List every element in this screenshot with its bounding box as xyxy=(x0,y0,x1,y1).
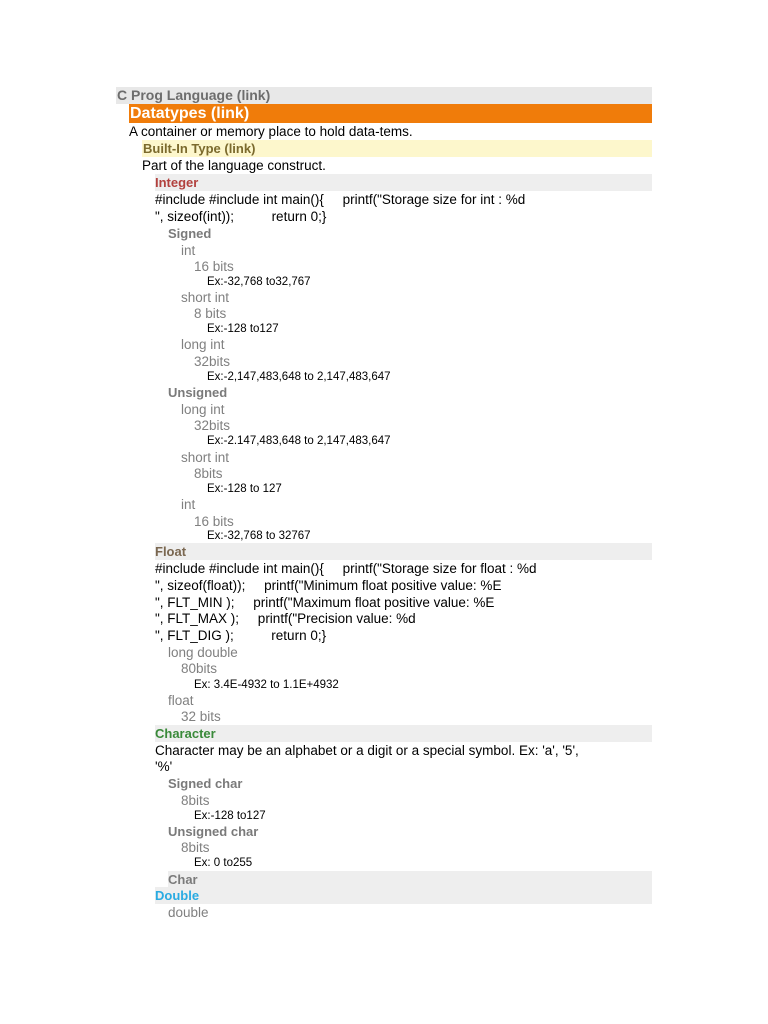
character-description-line-2: '%' xyxy=(155,759,173,774)
integer-heading: Integer xyxy=(155,174,652,191)
float-code-line-4: ", FLT_MAX ); printf("Precision value: %d xyxy=(155,611,416,626)
unsigned-long-bits: 32bits xyxy=(194,418,231,433)
signed-char-bits: 8bits xyxy=(181,793,210,808)
float-code-line-5: ", FLT_DIG ); return 0;} xyxy=(155,628,327,643)
float-code-line-3: ", FLT_MIN ); printf("Maximum float positive value: %E xyxy=(155,595,495,610)
datatypes-description: A container or memory place to hold data-tems. xyxy=(129,124,413,139)
double-type-label: double xyxy=(168,905,209,920)
signed-short-range: Ex:-128 to127 xyxy=(207,323,279,335)
unsigned-long-range: Ex:-2.147,483,648 to 2,147,483,647 xyxy=(207,435,391,447)
char-heading: Char xyxy=(168,871,652,888)
double-heading: Double xyxy=(155,887,652,904)
unsigned-char-range: Ex: 0 to255 xyxy=(194,857,253,869)
integer-code-line-2: ", sizeof(int)); return 0;} xyxy=(155,209,327,224)
signed-char-range: Ex:-128 to127 xyxy=(194,810,266,822)
unsigned-int-label: int xyxy=(181,497,196,512)
unsigned-short-bits: 8bits xyxy=(194,466,223,481)
unsigned-short-range: Ex:-128 to 127 xyxy=(207,483,282,495)
datatypes-heading-link[interactable]: Datatypes (link) xyxy=(129,104,652,123)
unsigned-short-label: short int xyxy=(181,450,230,465)
float-type-bits: 32 bits xyxy=(181,709,221,724)
float-code-line-2: ", sizeof(float)); printf("Minimum float positive value: %E xyxy=(155,578,502,593)
character-description-line-1: Character may be an alphabet or a digit or a special symbol. Ex: 'a', '5', xyxy=(155,743,579,758)
signed-short-bits: 8 bits xyxy=(194,306,227,321)
long-double-label: long double xyxy=(168,645,238,660)
signed-char-heading: Signed char xyxy=(168,776,243,791)
unsigned-heading: Unsigned xyxy=(168,385,228,400)
float-type-label: float xyxy=(168,693,194,708)
unsigned-long-label: long int xyxy=(181,402,225,417)
integer-code-line-1: #include #include int main(){ printf("Storage size for int : %d xyxy=(155,192,526,207)
signed-long-label: long int xyxy=(181,337,225,352)
builtin-type-heading-link[interactable]: Built-In Type (link) xyxy=(142,140,652,157)
signed-long-range: Ex:-2,147,483,648 to 2,147,483,647 xyxy=(207,371,391,383)
builtin-type-description: Part of the language construct. xyxy=(142,158,326,173)
unsigned-int-range: Ex:-32,768 to 32767 xyxy=(207,530,311,542)
unsigned-char-heading: Unsigned char xyxy=(168,824,259,839)
signed-short-label: short int xyxy=(181,290,230,305)
signed-int-range: Ex:-32,768 to32,767 xyxy=(207,276,311,288)
signed-int-bits: 16 bits xyxy=(194,259,234,274)
long-double-range: Ex: 3.4E-4932 to 1.1E+4932 xyxy=(194,679,339,691)
unsigned-int-bits: 16 bits xyxy=(194,514,234,529)
float-heading: Float xyxy=(155,543,652,560)
character-heading: Character xyxy=(155,725,652,742)
long-double-bits: 80bits xyxy=(181,661,218,676)
float-code-line-1: #include #include int main(){ printf("Storage size for float : %d xyxy=(155,561,537,576)
signed-long-bits: 32bits xyxy=(194,354,231,369)
signed-heading: Signed xyxy=(168,226,212,241)
unsigned-char-bits: 8bits xyxy=(181,840,210,855)
signed-int-label: int xyxy=(181,243,196,258)
root-heading-link[interactable]: C Prog Language (link) xyxy=(116,87,652,104)
